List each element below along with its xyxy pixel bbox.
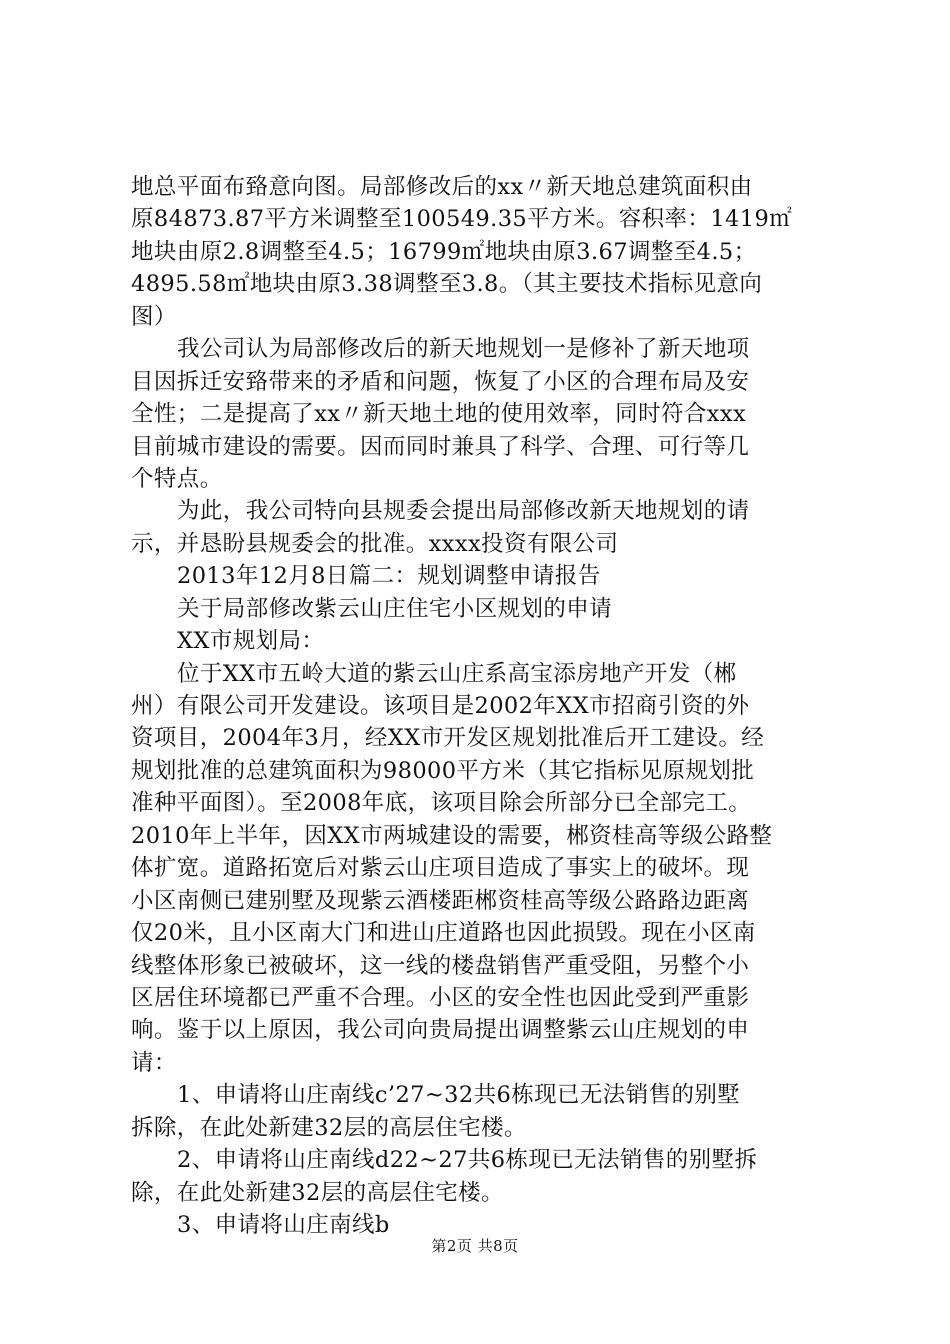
text-line: 1、申请将山庄南线c’27~32共6栋现已无法销售的别墅: [177, 1082, 741, 1109]
text-line: 地块由原2.8调整至4.5；16799㎡地块由原3.67调整至4.5；: [131, 238, 757, 265]
page-footer: 第2页 共8页: [431, 1237, 519, 1255]
text-line: 线整体形象已被破坏，这一线的楼盘销售严重受阻，另整个小: [131, 952, 750, 979]
text-line: 示，并恳盼县规委会的批准。xxxx投资有限公司: [131, 530, 619, 557]
text-line: 响。鉴于以上原因，我公司向贵局提出调整紫云山庄规划的申: [131, 1017, 750, 1044]
text-line: 2、申请将山庄南线d22~27共6栋现已无法销售的别墅拆: [177, 1147, 758, 1174]
text-line: 位于XX市五岭大道的紫云山庄系高宝添房地产开发（郴: [177, 660, 737, 687]
text-line: 4895.58㎡地块由原3.38调整至3.8。（其主要技术指标见意向: [131, 271, 763, 298]
text-line: 个特点。: [131, 465, 223, 492]
text-line: 资项目，2004年3月，经XX市开发区规划批准后开工建设。经: [131, 725, 765, 752]
text-line: 拆除，在此处新建32层的高层住宅楼。: [131, 1114, 527, 1141]
text-line: 除，在此处新建32层的高层住宅楼。: [131, 1179, 504, 1206]
text-line: 3、申请将山庄南线b: [177, 1212, 390, 1238]
text-line: 小区南侧已建别墅及现紫云酒楼距郴资桂高等级公路路边距离: [131, 887, 750, 914]
text-line: 关于局部修改紫云山庄住宅小区规划的申请: [177, 595, 613, 622]
text-line: 图）: [131, 303, 177, 330]
text-line: XX市规划局：: [177, 628, 325, 655]
text-line: 2013年12月8日篇二：规划调整申请报告: [177, 563, 601, 590]
text-line: 2010年上半年，因XX市两城建设的需要，郴资桂高等级公路整: [131, 822, 773, 849]
text-line: 规划批准的总建筑面积为98000平方米（其它指标见原规划批: [131, 757, 755, 784]
document-body: [131, 171, 831, 1241]
text-line: 我公司认为局部修改后的新天地规划一是修补了新天地项: [177, 336, 750, 363]
text-line: 请：: [131, 1049, 177, 1076]
text-line: 体扩宽。道路拓宽后对紫云山庄项目造成了事实上的破坏。现: [131, 855, 750, 882]
text-line: 为此，我公司特向县规委会提出局部修改新天地规划的请: [177, 498, 750, 525]
text-line: 地总平面布臵意向图。局部修改后的xx〃新天地总建筑面积由: [131, 174, 753, 200]
text-line: 州）有限公司开发建设。该项目是2002年XX市招商引资的外: [131, 693, 750, 719]
text-line: 区居住环境都已严重不合理。小区的安全性也因此受到严重影: [131, 984, 750, 1011]
text-line: 全性；二是提高了xx〃新天地土地的使用效率，同时符合xxx: [131, 401, 747, 428]
text-line: 准种平面图）。至2008年底，该项目除会所部分已全部完工。: [131, 790, 752, 817]
text-line: 原84873.87平方米调整至100549.35平方米。容积率：1419㎡: [131, 206, 793, 233]
text-line: 目因拆迁安臵带来的矛盾和问题，恢复了小区的合理布局及安: [131, 368, 750, 395]
text-line: 仅20米，且小区南大门和进山庄道路也因此损毁。现在小区南: [131, 920, 756, 947]
text-line: 目前城市建设的需要。因而同时兼具了科学、合理、可行等几: [131, 433, 750, 460]
